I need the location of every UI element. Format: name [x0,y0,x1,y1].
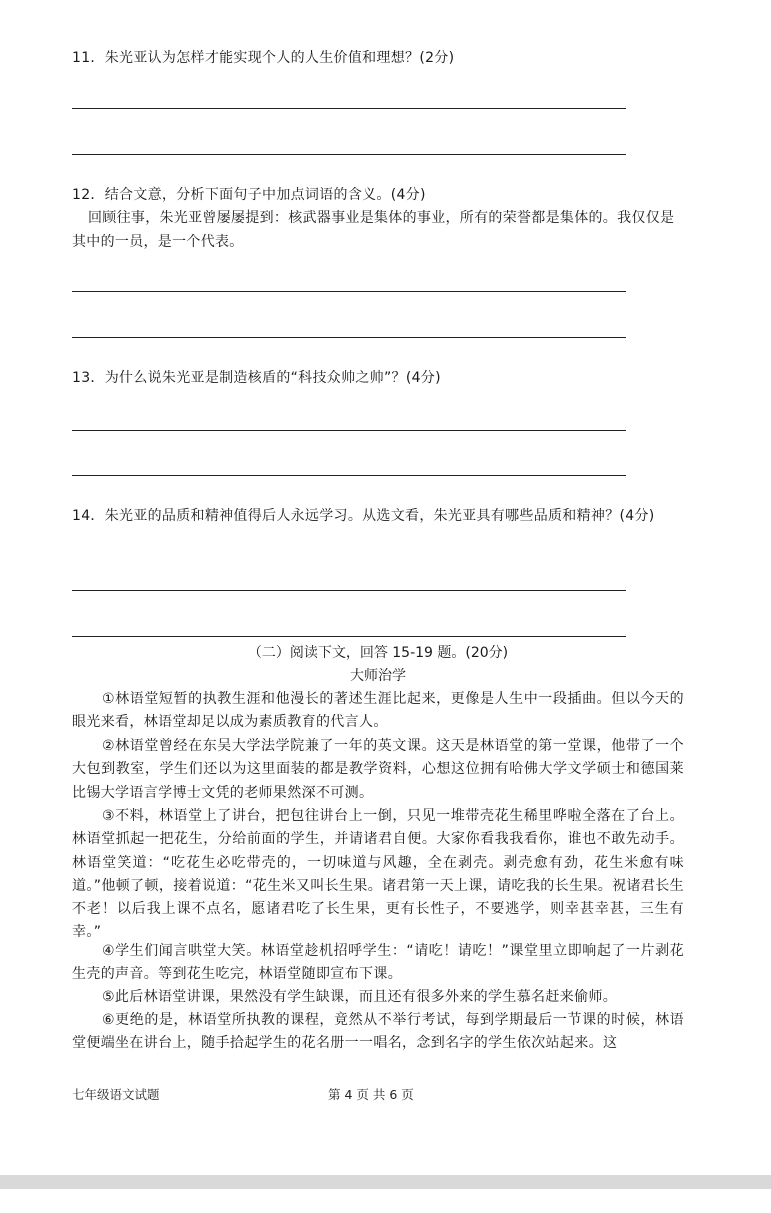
answer-line [72,475,626,476]
footer-page-number: 第 4 页 共 6 页 [328,1087,414,1102]
page-separator [0,1175,771,1189]
answer-line [72,291,626,292]
section-heading: （二）阅读下文，回答 15-19 题。(20分) [247,645,509,661]
answer-line [72,430,626,431]
answer-line [72,636,626,637]
question-12: 12．结合文意，分析下面句子中加点词语的含义。(4分) [72,187,426,203]
footer-subject: 七年级语文试题 [72,1087,160,1102]
answer-line [72,108,626,109]
question-14: 14．朱光亚的品质和精神值得后人永远学习。从选文看，朱光亚具有哪些品质和精神？(4分) [72,508,655,524]
article-paragraph-6: ⑥更绝的是，林语堂所执教的课程，竟然从不举行考试，每到学期最后一节课的时候，林语堂便端坐在讲台上，随手拾起学生的花名册一一唱名，念到名字的学生依次站起来。这 [72,1012,684,1052]
article-paragraph-2: ②林语堂曾经在东吴大学法学院兼了一年的英文课。这天是林语堂的第一堂课，他带了一个大包到教室，学生们还以为这里面装的都是教学资料，心想这位拥有哈佛大学文学硕士和德国莱比锡大学语言学博士文凭的老师果然深不可测。 [72,738,684,801]
article-paragraph-4: ④学生们闻言哄堂大笑。林语堂趁机招呼学生：“请吃！请吃！”课堂里立即响起了一片剥花生壳的声音。等到花生吃完，林语堂随即宣布下课。 [72,943,684,983]
question-12-quote: 回顾往事，朱光亚曾屡屡提到：核武器事业是集体的事业，所有的荣誉都是集体的。我仅仅是其中的一员，是一个代表。 [72,210,675,250]
article-title: 大师治学 [350,668,406,684]
answer-line [72,154,626,155]
answer-line [72,337,626,338]
question-11: 11．朱光亚认为怎样才能实现个人的人生价值和理想？(2分) [72,50,455,66]
article-paragraph-5: ⑤此后林语堂讲课，果然没有学生缺课，而且还有很多外来的学生慕名赶来偷师。 [102,989,618,1005]
article-paragraph-3: ③不料，林语堂上了讲台，把包往讲台上一倒，只见一堆带壳花生稀里哗啦全落在了台上。林语堂抓起一把花生，分给前面的学生，并请诸君自便。大家你看我我看你，谁也不敢先动手。林语堂笑道：“吃花生必吃带壳的，一切味道与风趣，全在剥壳。剥壳愈有劲，花生米愈有味道。”他顿了顿，接着说道：“花生米又叫长生果。诸君第一天上课，请吃我的长生果。祝诸君长生不老！以后我上课不点名，愿诸君吃了长生果，更有长性子，不要逃学，则幸甚幸甚，三生有幸。” [72,808,684,941]
answer-line [72,590,626,591]
question-13: 13．为什么说朱光亚是制造核盾的“科技众帅之帅”？(4分) [72,370,441,386]
article-paragraph-1: ①林语堂短暂的执教生涯和他漫长的著述生涯比起来，更像是人生中一段插曲。但以今天的眼光来看，林语堂却足以成为素质教育的代言人。 [72,691,684,731]
